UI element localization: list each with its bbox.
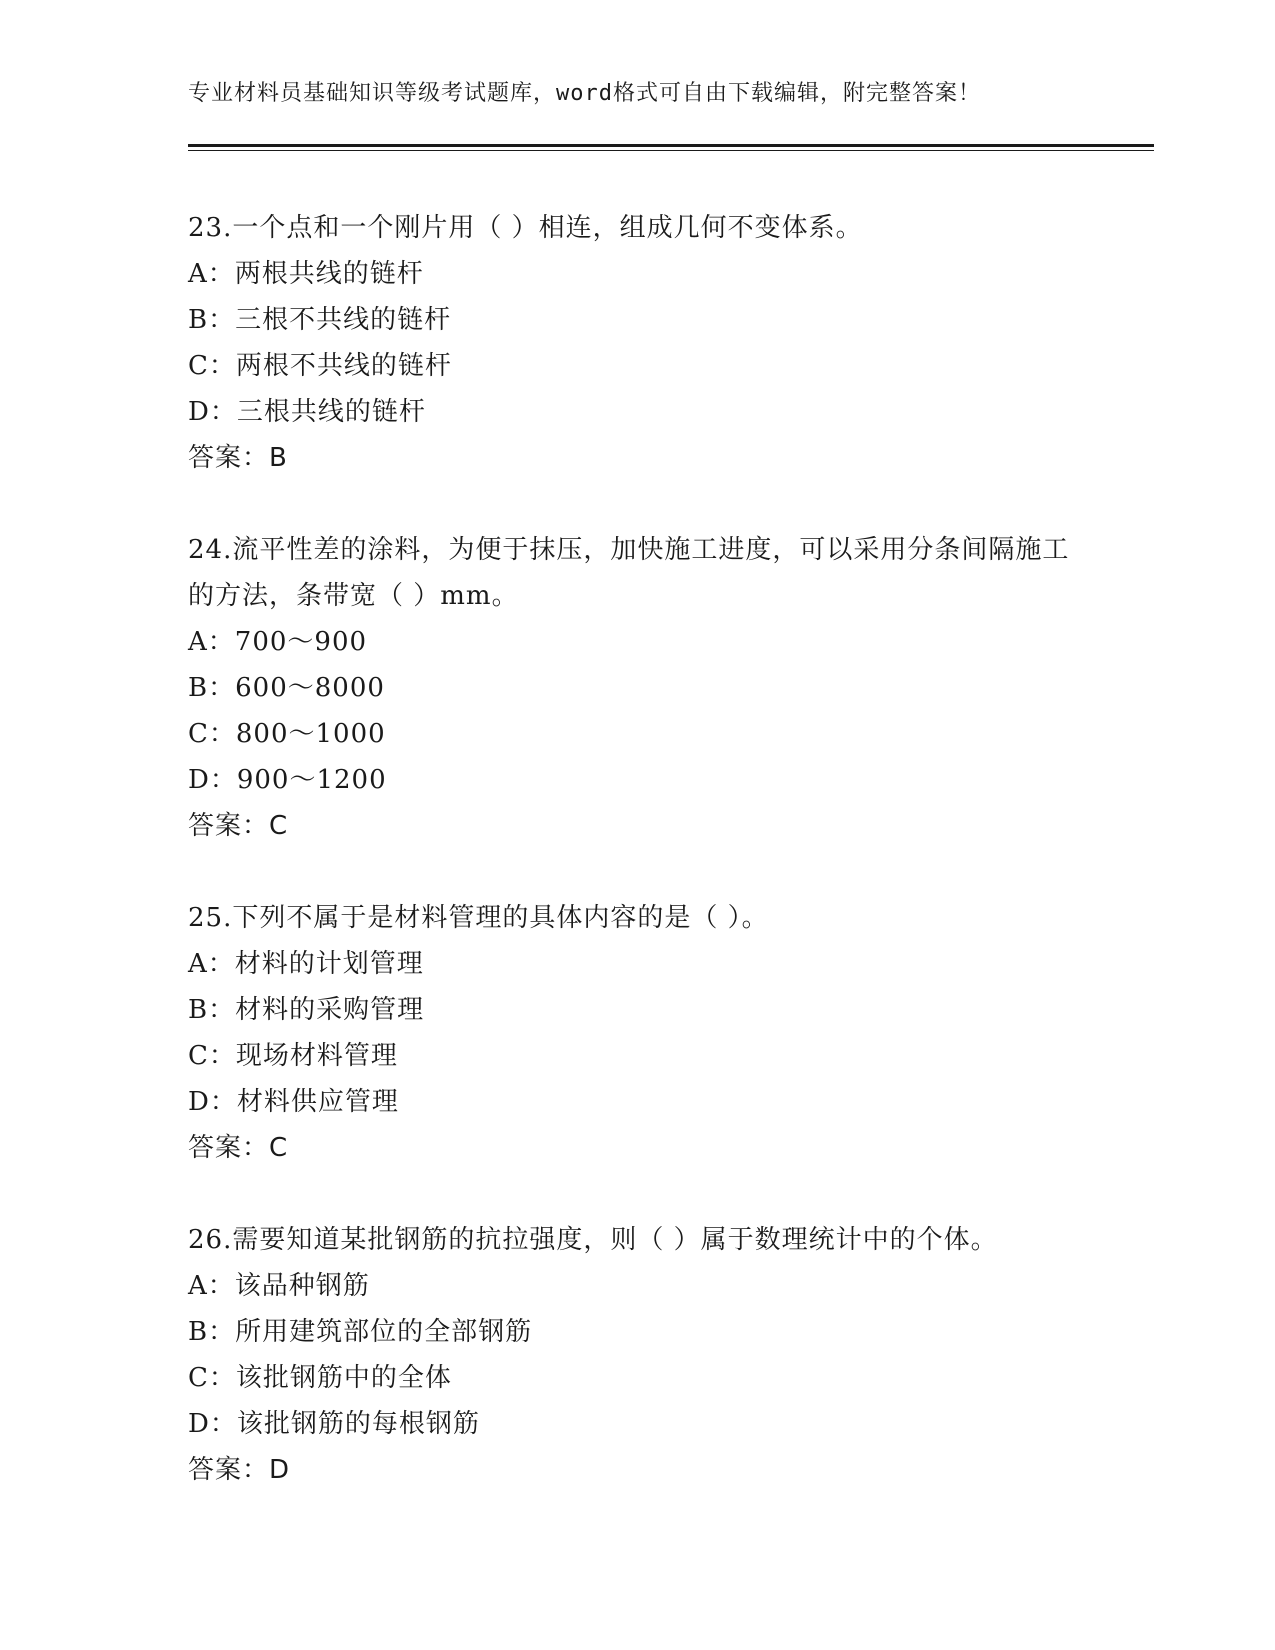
question-stem: 25.下列不属于是材料管理的具体内容的是（ ）。 xyxy=(188,903,769,933)
option-c: C：现场材料管理 xyxy=(188,1041,398,1071)
option-d: D：900～1200 xyxy=(188,765,387,795)
question-24 xyxy=(188,527,1088,849)
page-header: 专业材料员基础知识等级考试题库，word格式可自由下载编辑，附完整答案！ xyxy=(188,81,981,106)
option-d: D：三根共线的链杆 xyxy=(188,397,426,427)
option-c: C：800～1000 xyxy=(188,719,386,749)
question-stem: 24.流平性差的涂料，为便于抹压，加快施工进度，可以采用分条间隔施工的方法，条带宽（ ）mm。 xyxy=(188,535,1070,611)
question-stem: 26.需要知道某批钢筋的抗拉强度，则（ ）属于数理统计中的个体。 xyxy=(188,1225,998,1255)
option-b: B：所用建筑部位的全部钢筋 xyxy=(188,1317,533,1347)
option-a: A：两根共线的链杆 xyxy=(188,259,424,289)
answer-line: 答案：C xyxy=(188,1133,289,1163)
option-d: D：材料供应管理 xyxy=(188,1087,399,1117)
option-a: A：该品种钢筋 xyxy=(188,1271,370,1301)
option-d: D：该批钢筋的每根钢筋 xyxy=(188,1409,480,1439)
answer-line: 答案：D xyxy=(188,1455,291,1485)
option-c: C：该批钢筋中的全体 xyxy=(188,1363,452,1393)
option-b: B：600～8000 xyxy=(188,673,385,703)
question-list xyxy=(188,205,1088,1493)
option-c: C：两根不共线的链杆 xyxy=(188,351,452,381)
option-b: B：材料的采购管理 xyxy=(188,995,425,1025)
question-23 xyxy=(188,205,1088,481)
question-26 xyxy=(188,1217,1088,1493)
header-rule-thin xyxy=(188,150,1154,151)
question-25 xyxy=(188,895,1088,1171)
question-stem: 23.一个点和一个刚片用（ ）相连，组成几何不变体系。 xyxy=(188,213,863,243)
header-rule-thick xyxy=(188,144,1154,147)
answer-line: 答案：C xyxy=(188,811,289,841)
option-a: A：700～900 xyxy=(188,627,368,657)
answer-line: 答案：B xyxy=(188,443,288,473)
option-a: A：材料的计划管理 xyxy=(188,949,424,979)
option-b: B：三根不共线的链杆 xyxy=(188,305,452,335)
